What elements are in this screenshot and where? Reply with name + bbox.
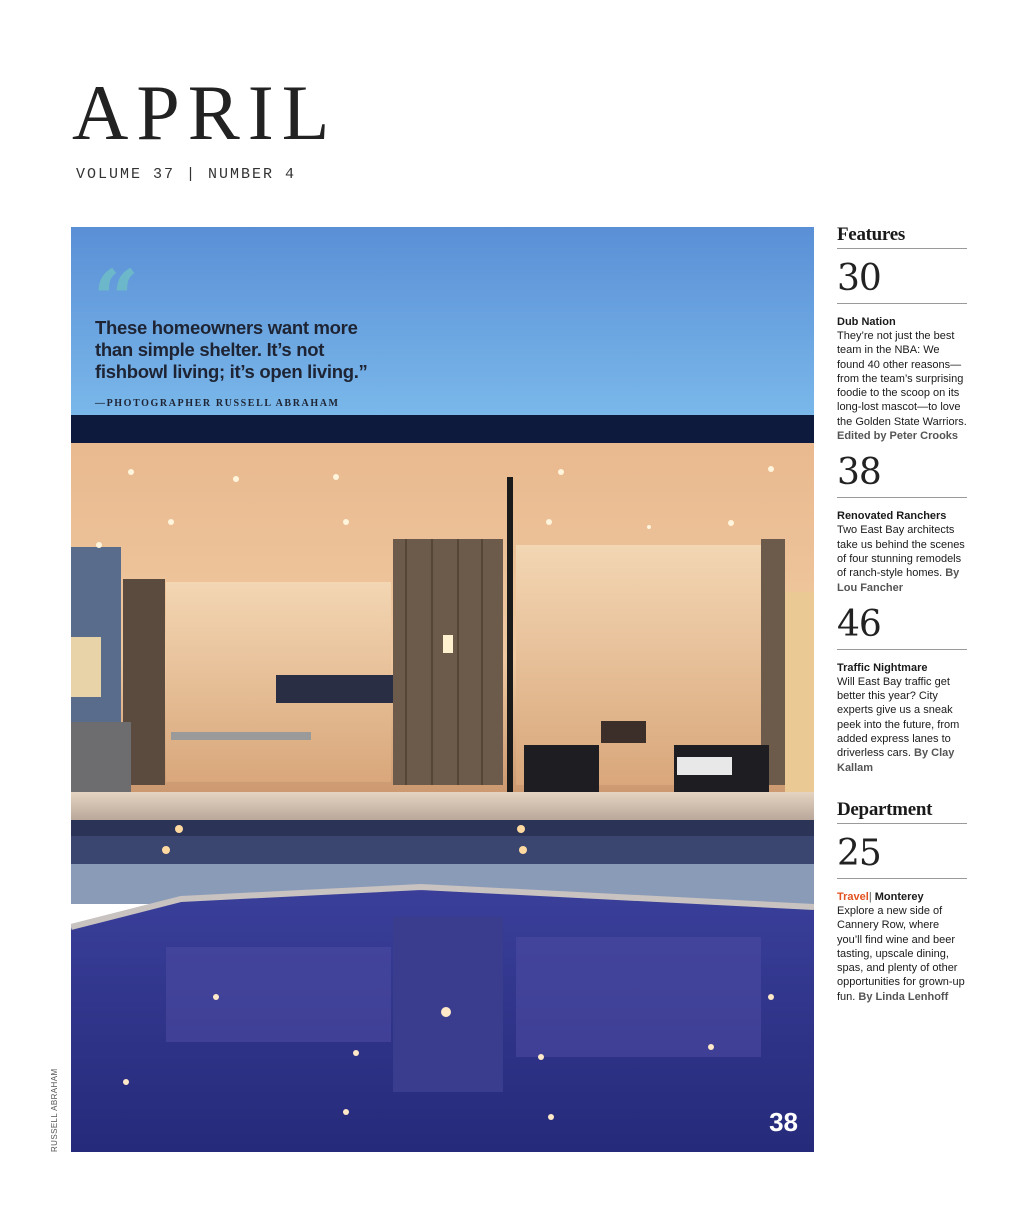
toc-category: Travel (837, 890, 869, 903)
toc-byline: By Lou Fancher (837, 567, 960, 594)
toc-entry-renovated-ranchers[interactable] (837, 453, 967, 594)
toc-description: Explore a new side of Cannery Row, where you’ll find wine and beer tasting, upscale dining, spas, and plenty of other opportunities for grown-up fun. By Linda Lenhoff (837, 904, 965, 1003)
toc-page-number: 25 (837, 834, 967, 879)
table-of-contents (837, 224, 967, 1004)
toc-page-number: 30 (837, 259, 967, 304)
quote-mark: “ (93, 252, 140, 346)
toc-title: Renovated Ranchers (837, 510, 947, 523)
toc-description: Will East Bay traffic get better this year? City experts give us a sneak peek into the future, from added express lanes to driverless cars. By Clay Kallam (837, 675, 960, 774)
toc-title: Dub Nation (837, 316, 896, 328)
department-heading: Department (837, 799, 967, 824)
toc-entry-traffic-nightmare[interactable] (837, 605, 967, 775)
photo-page-number[interactable]: 38 (769, 1107, 798, 1137)
toc-entry-dub-nation[interactable] (837, 259, 967, 443)
pull-quote-credit: —PHOTOGRAPHER RUSSELL ABRAHAM (95, 398, 340, 409)
toc-separator: | (868, 890, 872, 903)
issue-month-title: APRIL (72, 69, 338, 156)
toc-page-number: 38 (837, 453, 967, 498)
photo-credit: RUSSELL ABRAHAM (50, 1068, 59, 1152)
toc-description: They’re not just the best team in the NBA: We found 40 other reasons—from the team’s surprising foodie to the scoop on its long-lost mascot—to love the Golden State Warriors. Edited by Peter Crooks (837, 330, 967, 443)
volume-number-line: VOLUME 37 | NUMBER 4 (76, 166, 297, 183)
toc-title: Traffic Nightmare (837, 661, 928, 674)
pull-quote: These homeowners want more than simple shelter. It’s not fishbowl living; it’s open living.” (95, 317, 368, 382)
toc-byline: By Clay Kallam (837, 747, 955, 774)
toc-entry-monterey[interactable] (837, 834, 967, 1004)
toc-byline: Edited by Peter Crooks (837, 430, 959, 443)
toc-byline: By Linda Lenhoff (858, 990, 949, 1003)
toc-description: Two East Bay architects take us behind the scenes of four stunning remodels of ranch-style homes. By Lou Fancher (837, 524, 965, 594)
feature-photo (71, 227, 814, 1152)
toc-page-number: 46 (837, 605, 967, 650)
toc-title: Travel| Monterey (837, 890, 924, 903)
features-heading: Features (837, 224, 967, 249)
